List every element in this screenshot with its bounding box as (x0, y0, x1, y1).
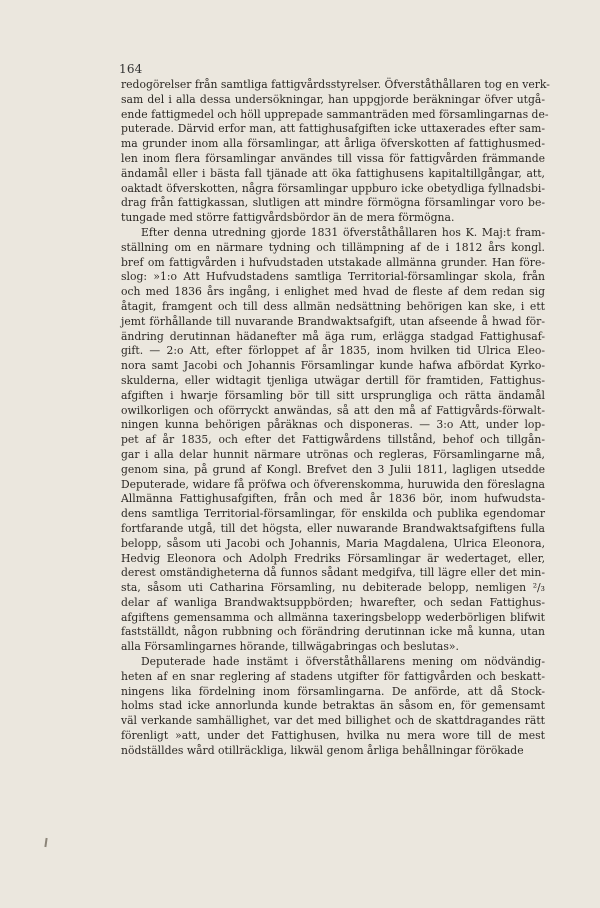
text-line: puterade. Därvid erfor man, att fattighusafgiften icke uttaxerades efter sam- (121, 122, 545, 136)
text-line: sam del i alla dessa undersökningar, han uppgjorde beräkningar öfver utgå- (121, 92, 545, 106)
text-line: ningens lika fördelning inom församlingarna. De anförde, att då Stock- (121, 684, 545, 698)
text-line: fastställdt, någon rubbning och förändring derutinnan icke må kunna, utan (121, 625, 545, 639)
text-line: Allmänna Fattighusafgiften, från och med år 1836 bör, inom hufwudsta- (121, 492, 545, 506)
text-line: ma grunder inom alla församlingar, att årliga öfverskotten af fattighusmed- (121, 137, 545, 151)
body-text (121, 78, 550, 759)
page-number: 164 (119, 62, 143, 76)
text-line: jemt förhållande till nuvarande Brandwaktsafgift, utan afseende å hwad för- (121, 314, 545, 328)
text-line: belopp, såsom uti Jacobi och Johannis, Maria Magdalena, Ulrica Eleonora, (121, 536, 545, 550)
text-line: bref om fattigvården i hufvudstaden utstakade allmänna grunder. Han före- (121, 255, 545, 269)
text-line: tungade med större fattigvårdsbördor än de mera förmögna. (121, 211, 455, 225)
text-line: alla Församlingarnes hörande, tillwägabringas och beslutas». (121, 640, 459, 654)
text-line: dens samtliga Territorial-församlingar, för enskilda och publika egendomar (121, 507, 545, 521)
text-line: gar i alla delar hunnit närmare utrönas och regleras, Församlingarne må, (121, 447, 545, 461)
text-line: delar af wanliga Brandwaktsuppbörden; hwarefter, och sedan Fattighus- (121, 595, 545, 609)
text-line: ställning om en närmare tydning och tillämpning af de i 1812 års kongl. (121, 240, 545, 254)
text-line: genom sina, på grund af Kongl. Brefvet den 3 Julii 1811, lagligen utsedde (121, 462, 545, 476)
text-line: drag från fattigkassan, slutligen att mindre förmögna församlingar voro be- (121, 196, 545, 210)
text-line: Deputerade, widare få pröfwa och öfverenskomma, huruwida den föreslagna (121, 477, 545, 491)
text-line: ende fattigmedel och höll upprepade sammanträden med församlingarnas de- (121, 107, 549, 121)
text-line: Deputerade hade instämt i öfverståthållarens mening om nödvändig- (141, 655, 545, 669)
text-line: oaktadt öfverskotten, några församlingar uppburo icke obetydliga fyllnadsbi- (121, 181, 545, 195)
text-line: nödställdes wård otillräckliga, likwäl genom årliga behållningar förökade (121, 743, 524, 757)
margin-mark (44, 838, 47, 847)
text-line: åtagit, framgent och till dess allmän nedsättning behörigen kan ske, i ett (121, 299, 545, 313)
text-line: skulderna, eller widtagit tjenliga utwägar dertill för framtiden, Fattighus- (121, 373, 545, 387)
text-line: derest omständigheterna då funnos sådant medgifva, till lägre eller det min- (121, 566, 545, 580)
text-line: redogörelser från samtliga fattigvårdsstyrelser. Öfverståthållaren tog en verk- (121, 78, 550, 91)
text-line: afgiften i hwarje församling bör till sitt ursprungliga och rätta ändamål (121, 388, 545, 402)
text-line: len inom flera församlingar användes till vissa för fattigvården främmande (121, 151, 545, 165)
text-line: pet af år 1835, och efter det Fattigwårdens tillstånd, behof och tillgån- (121, 433, 545, 447)
text-line: ningen kunna behörigen påräknas och disponeras. — 3:o Att, under lop- (121, 418, 545, 432)
text-line: gift. — 2:o Att, efter förloppet af år 1835, inom hvilken tid Ulrica Eleo- (121, 344, 545, 358)
text-line: holms stad icke annorlunda kunde betraktas än såsom en, för gemensamt (121, 699, 545, 713)
text-line: fortfarande utgå, till det högsta, eller nuwarande Brandwaktsafgiftens fulla (121, 521, 545, 535)
text-line: väl verkande samhällighet, var det med billighet och de skattdragandes rätt (121, 714, 545, 728)
text-line: ändring derutinnan hädanefter må äga rum, erlägga stadgad Fattighusaf- (121, 329, 545, 343)
text-line: förenligt »att, under det Fattighusen, hvilka nu mera wore till de mest (121, 729, 545, 743)
text-line: och med 1836 års ingång, i enlighet med hvad de fleste af dem redan sig (121, 285, 545, 299)
text-line: owilkorligen och oförryckt anwändas, så att den må af Fattigvårds-förwalt- (121, 403, 545, 417)
text-line: Hedvig Eleonora och Adolph Fredriks Församlingar är wedertaget, eller, (121, 551, 545, 565)
text-line: Efter denna utredning gjorde 1831 öfverståthållaren hos K. Maj:t fram- (141, 225, 545, 239)
text-line: sta, såsom uti Catharina Församling, nu debiterade belopp, nemligen ²/₃ (121, 581, 545, 595)
text-line: nora samt Jacobi och Johannis Församlingar kunde hafwa afbördat Kyrko- (121, 359, 545, 373)
text-line: afgiftens gemensamma och allmänna taxeringsbelopp wederbörligen blifwit (121, 610, 545, 624)
text-line: ändamål eller i bästa fall tjänade att öka fattighusens kapitaltillgångar, att, (121, 166, 545, 180)
text-line: slog: »1:o Att Hufvudstadens samtliga Territorial-församlingar skola, från (121, 270, 545, 284)
text-line: heten af en snar reglering af stadens utgifter för fattigvården och beskatt- (121, 669, 545, 683)
